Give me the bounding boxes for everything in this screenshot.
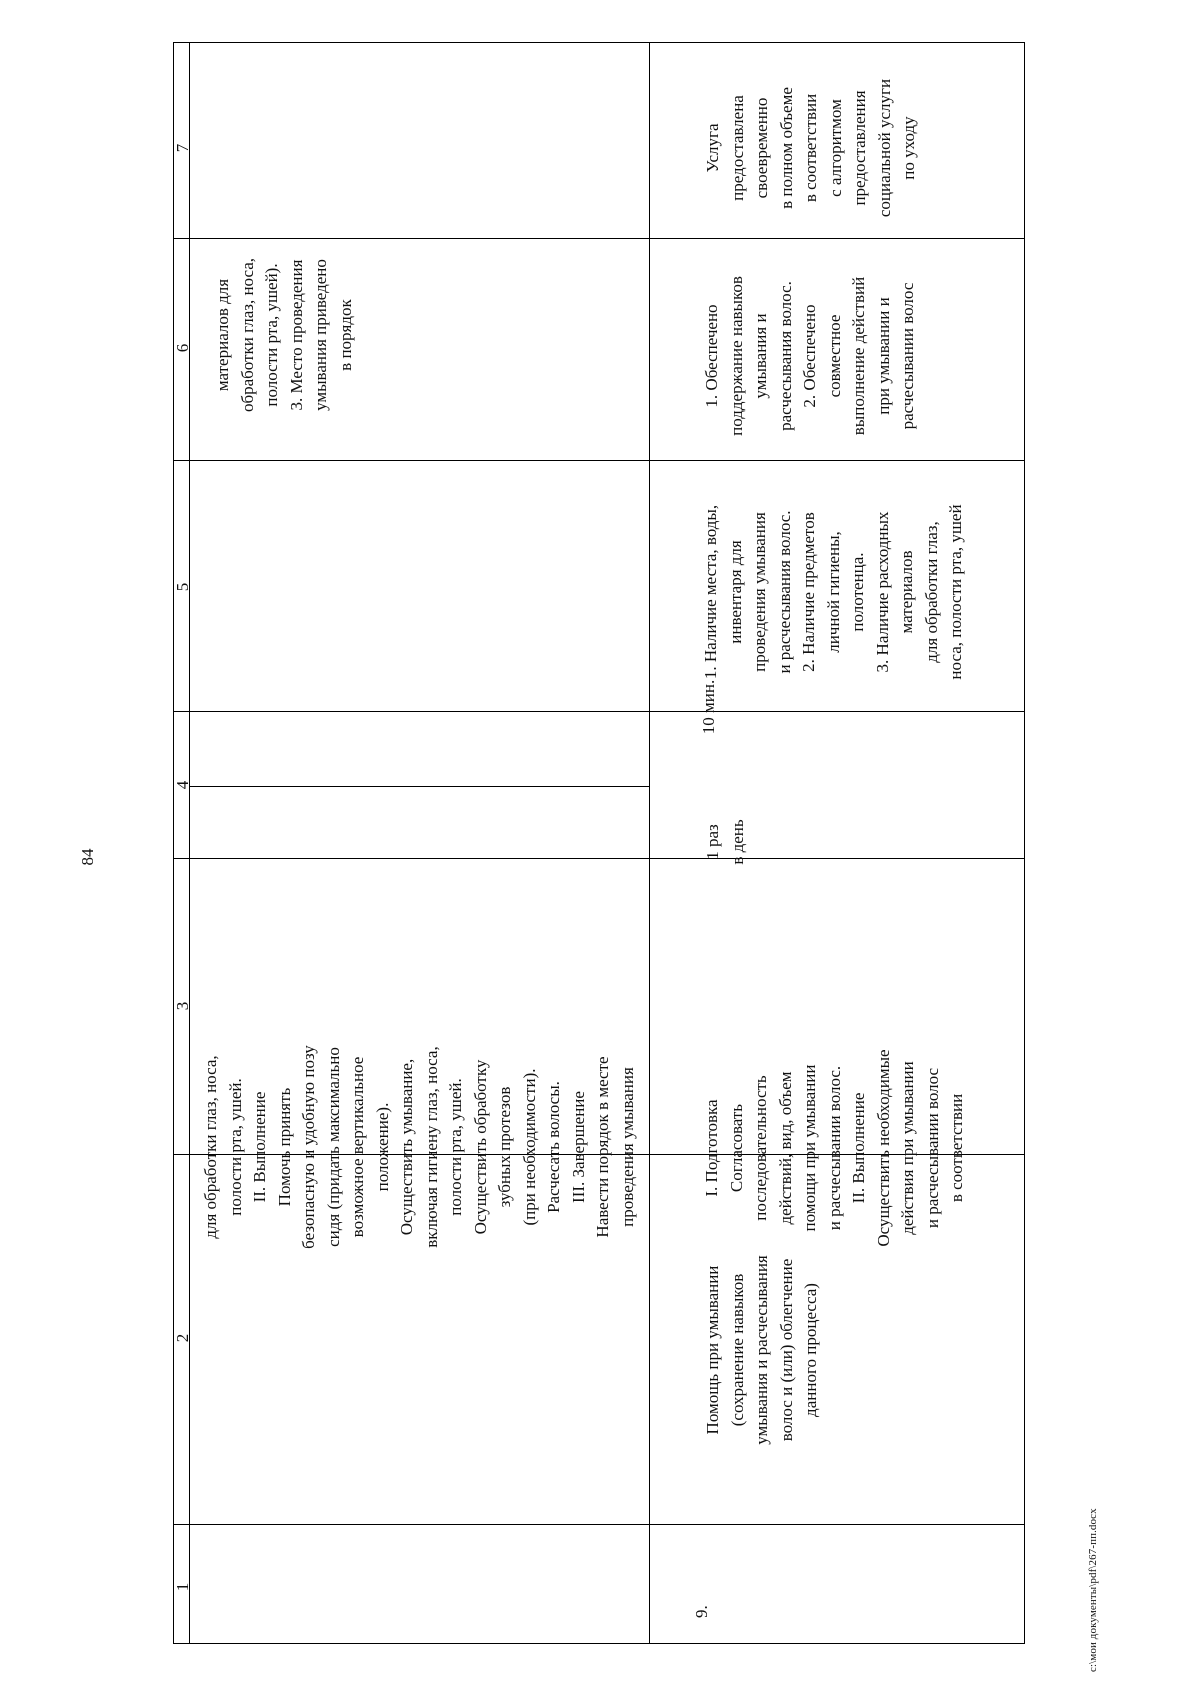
row9-duration: 10 мин.	[699, 679, 718, 735]
cont-col3: для обработки глаз, носа, полости рта, ушей. II. Выполнение Помочь принять безопасную и удобную позу сидя (придать максимально возможное вертикальное положение). Осуществить умывание, включая гигиену глаз, носа, полости рта, ушей. Осуществить обработку зубных протезов (при необходимости). Расчесать волосы. III. Завершение Навести порядок в месте проведения умывания	[201, 1045, 637, 1249]
header-col-7: 7	[172, 143, 192, 153]
header-col-4: 4	[172, 780, 192, 790]
col-1-2-border	[174, 1524, 1024, 1525]
header-col-5: 5	[172, 582, 192, 592]
row9-frequency: 1 раз в день	[703, 819, 747, 865]
header-col-1: 1	[172, 1582, 192, 1592]
header-col-2: 2	[172, 1333, 192, 1343]
row9-quality: Услуга предоставлена своевременно в полном объеме в соответствии с алгоритмом предоставления социальной услуги по уходу	[703, 78, 918, 218]
row9-number: 9.	[692, 1605, 711, 1618]
header-col-6: 6	[172, 343, 192, 353]
page-number: 84	[78, 848, 97, 866]
row9-results: 1. Обеспечено поддержание навыков умывания и расчесывания волос. 2. Обеспечено совместное выполнение действий при умывании и расчесывании волос	[702, 276, 917, 436]
col-4-split-border	[189, 786, 649, 787]
row9-algorithm: I. Подготовка Согласовать последовательность действий, вид, объем помощи при умывании и расчесывании волос. II. Выполнение Осуществить необходимые действия при умывании и расчесывании волос в соответствии	[702, 1049, 966, 1247]
header-row-border	[189, 43, 190, 1643]
row-9-border	[649, 43, 650, 1643]
row9-service-name: Помощь при умывании (сохранение навыков умывания и расчесывания волос и (или) облегчение данного процесса)	[703, 1255, 820, 1445]
row9-conditions: 1. Наличие места, воды, инвентаря для проведения умывания и расчесывания волос. 2. Наличие предметов личной гигиены, полотенца. 3. Наличие расходных материалов для обработки глаз, носа, полости рта, ушей	[701, 504, 965, 680]
col-3-4-border	[174, 858, 1024, 859]
footer-file-path: c:\мои документы\pdf\267-пп.docx	[1087, 1508, 1099, 1672]
cont-col6: материалов для обработки глаз, носа, полости рта, ушей). 3. Место проведения умывания приведено в порядок	[213, 257, 355, 413]
header-col-3: 3	[172, 1001, 192, 1011]
